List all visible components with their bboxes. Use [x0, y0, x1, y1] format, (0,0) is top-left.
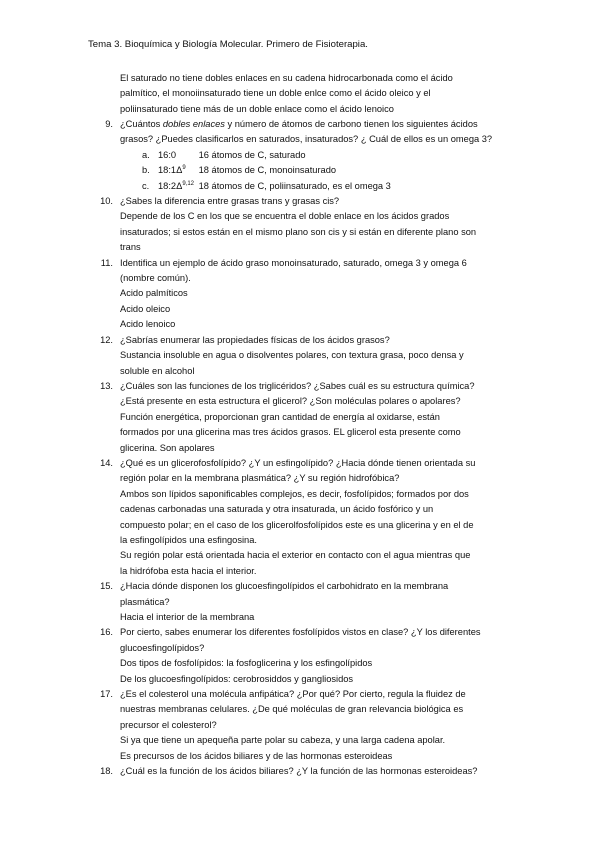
fatty-acid-code-text: 16:0: [158, 149, 177, 160]
question-text: Identifica un ejemplo de ácido graso monoinsaturado, saturado, omega 3 y omega 6: [120, 257, 467, 268]
question-11: [87, 256, 527, 333]
page-header: Tema 3. Bioquímica y Biología Molecular. Primero de Fisioterapia.: [88, 39, 368, 50]
answer-text: Acido lenoico: [120, 319, 176, 330]
question-text: precursor el colesterol?: [120, 719, 217, 730]
question-text: Por cierto, sabes enumerar los diferentes fosfolípidos vistos en clase? ¿Y los diferentes: [120, 627, 481, 638]
answer-text: cadenas carbonadas una saturada y otra insaturada, un ácido fosfórico y un: [120, 504, 434, 515]
answer-text: soluble en alcohol: [120, 365, 195, 376]
question-text: ¿Qué es un glicerofosfolípido? ¿Y un esfingolípido? ¿Hacia dónde tienen orientada su: [120, 457, 476, 468]
answer-text: trans: [120, 242, 141, 253]
answer-text: Dos tipos de fosfolípidos: la fosfoglicerina y los esfingolípidos: [120, 658, 373, 669]
answer-text: Depende de los C en los que se encuentra el doble enlace en los ácidos grados: [120, 211, 450, 222]
question-number: 15.: [100, 581, 113, 592]
question-number: 18.: [100, 766, 113, 777]
fatty-acid-code-text: 18:2Δ: [158, 180, 183, 191]
question-12: [87, 333, 527, 379]
answer-text: Hacia el interior de la membrana: [120, 612, 255, 622]
intro-line: poliinsaturado tiene más de un doble enlace como el ácido lenoico: [120, 103, 394, 114]
question-9: [87, 117, 527, 194]
question-14: [87, 456, 527, 579]
question-number: 12.: [100, 334, 113, 345]
answer-text: Acido oleico: [120, 303, 171, 314]
answer-text: Es precursos de los ácidos biliares y de las hormonas esteroideas: [120, 750, 393, 761]
question-text-emphasis: dobles enlaces: [162, 119, 225, 129]
fatty-acid-code: [158, 179, 196, 194]
question-text: ¿Es el colesterol una molécula anfipática? ¿Por qué? Por cierto, regula la fluidez de: [120, 689, 466, 700]
answer-text: Su región polar está orientada hacia el exterior en contacto con el agua mientras que: [120, 550, 471, 561]
question-number: 14.: [100, 457, 113, 468]
question-text-part: ¿Cuántos: [120, 119, 163, 129]
question-text: región polar en la membrana plasmática? ¿Y su región hidrofóbica?: [120, 473, 400, 484]
question-15: [87, 579, 527, 625]
sub-item-letter: c.: [142, 180, 150, 191]
question-number: 17.: [100, 689, 113, 700]
fatty-acid-description: 18 átomos de C, monoinsaturado: [198, 165, 337, 176]
question-text: ¿Sabrías enumerar las propiedades físicas de los ácidos grasos?: [120, 334, 390, 345]
question-text: [120, 117, 527, 132]
question-13: [87, 379, 527, 456]
question-number: 13.: [100, 380, 113, 391]
answer-text: Sustancia insoluble en agua o disolventes polares, con textura grasa, poco densa y: [120, 350, 464, 361]
answer-text: formados por una glicerina mas tres ácidos grasos. EL glicerol esta presente como: [120, 427, 461, 438]
question-text: (nombre común).: [120, 273, 191, 284]
intro-line: El saturado no tiene dobles enlaces en su cadena hidrocarbonada como el ácido: [120, 73, 453, 83]
question-number: 11.: [100, 257, 113, 268]
question-text-part: y número de átomos de carbono tienen los siguientes ácidos: [224, 119, 478, 129]
sub-item: [120, 179, 527, 194]
question-text: plasmática?: [120, 596, 170, 607]
answer-text: compuesto polar; en el caso de los glicerolfosfolípidos este es una glicerina y en el de: [120, 519, 474, 530]
question-list: [87, 117, 527, 779]
question-text: grasos? ¿Puedes clasificarlos en saturados, insaturados? ¿ Cuál de ellos es un omega 3?: [120, 134, 493, 145]
answer-text: la hidrófoba esta hacia el interior.: [120, 565, 257, 576]
answer-text: Acido palmíticos: [120, 288, 188, 299]
answer-text: Si ya que tiene un apequeña parte polar su cabeza, y una larga cadena apolar.: [120, 735, 446, 746]
sub-item-letter: b.: [142, 165, 150, 176]
question-text: nuestras membranas celulares. ¿De qué moléculas de gran relevancia biológica es: [120, 704, 464, 715]
fatty-acid-code: [158, 148, 196, 163]
fatty-acid-code-text: 18:1Δ: [158, 165, 183, 176]
question-number: 10.: [100, 196, 113, 207]
question-text: ¿Está presente en esta estructura el glicerol? ¿Son moléculas polares o apolares?: [120, 396, 461, 407]
answer-text: De los glucoesfingolípidos: cerobrosiddos y gangliosidos: [120, 673, 354, 684]
question-18: [87, 764, 527, 779]
answer-text: glicerina. Son apolares: [120, 442, 215, 453]
fatty-acid-code: [158, 163, 196, 178]
intro-paragraph: [120, 71, 520, 117]
question-text: glucoesfingolípidos?: [120, 642, 205, 653]
fatty-acid-description: 16 átomos de C, saturado: [198, 149, 306, 160]
intro-line: palmítico, el monoiinsaturado tiene un doble enlce como el ácido oleico y el: [120, 88, 431, 99]
question-text: ¿Hacia dónde disponen los glucoesfingolípidos el carbohidrato en la membrana: [120, 581, 449, 592]
answer-text: insaturados; si estos están en el mismo plano son cis y si están en diferente plano son: [120, 226, 477, 237]
question-number: 9.: [105, 119, 113, 129]
sub-item: [120, 163, 527, 178]
fatty-acid-description: 18 átomos de C, poliinsaturado, es el omega 3: [198, 180, 391, 191]
answer-text: la esfingolípidos una esfingosina.: [120, 534, 257, 545]
fatty-acid-code-superscript: 9,12: [182, 180, 194, 187]
fatty-acid-code-superscript: 9: [182, 165, 186, 172]
question-10: [87, 194, 527, 256]
question-text: ¿Sabes la diferencia entre grasas trans y grasas cis?: [120, 196, 340, 207]
answer-text: Función energética, proporcionan gran cantidad de energía al oxidarse, están: [120, 411, 440, 422]
question-text: ¿Cuáles son las funciones de los triglicéridos? ¿Sabes cuál es su estructura química?: [120, 380, 475, 391]
question-16: [87, 625, 527, 687]
sub-item-letter: a.: [142, 149, 150, 160]
answer-text: Ambos son lípidos saponificables complejos, es decir, fosfolípidos; formados por dos: [120, 488, 469, 499]
question-17: [87, 687, 527, 764]
question-number: 16.: [100, 627, 113, 638]
question-text: ¿Cuál es la función de los ácidos biliares? ¿Y la función de las hormonas esteroideas?: [120, 766, 478, 777]
sub-item: [120, 148, 527, 163]
